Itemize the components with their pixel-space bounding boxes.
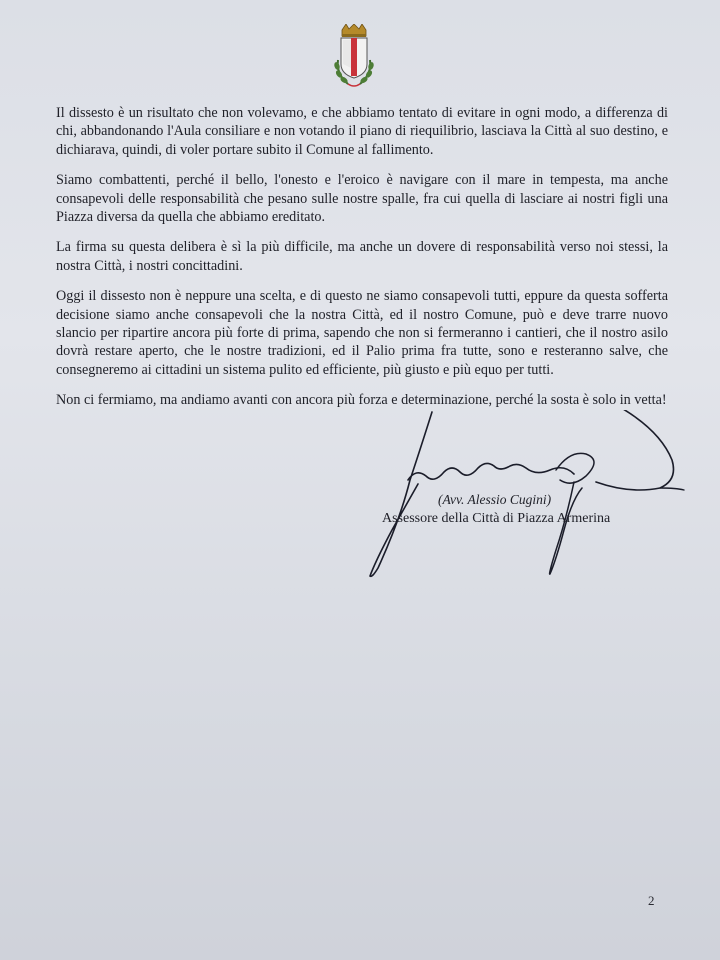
paragraph: Siamo combattenti, perché il bello, l'onesto e l'eroico è navigare con il mare in tempesta, ma anche consapevoli delle responsabilità che pesano sulle nostre spalle, fra cui quella di lasciare ai nostri figli una Piazza diversa da quella che abbiamo ereditato. xyxy=(56,172,668,226)
municipal-crest-icon xyxy=(330,24,378,90)
page-number: 2 xyxy=(648,893,655,908)
paragraph: Il dissesto è un risultato che non volevamo, e che abbiamo tentato di evitare in ogni modo, a differenza di chi, abbandonando l'Aula consiliare e non votando il piano di riequilibrio, lasciava la Città al suo destino, e dichiarava, quindi, di voler portare subito il Comune al fallimento. xyxy=(56,105,668,158)
signature-block xyxy=(360,410,700,590)
paragraph: Oggi il dissesto non è neppure una scelta, e di questo ne siamo consapevoli tutti, eppure da questa sofferta decisione siamo anche consapevoli che la nostra Città, ed il nostro Comune, può e deve trarre nuovo slancio per ripartire ancora più forte di prima, sapendo che non si fermeranno i cantieri, che il nostro asilo dovrà restare aperto, che le nostre tradizioni, ed il Palio prima fra tutte, sono e resteranno salve, che consegneremo ai cittadini un sistema pulito ed efficiente, più giusto e più equo per tutti. xyxy=(56,288,668,378)
paragraph: La firma su questa delibera è sì la più difficile, ma anche un dovere di responsabilità verso noi stessi, la nostra Città, i nostri concittadini. xyxy=(56,239,668,274)
paragraph: Non ci fermiamo, ma andiamo avanti con ancora più forza e determinazione, perché la sosta è solo in vetta! xyxy=(56,392,667,409)
letter-body xyxy=(56,104,668,422)
signatory-role: Assessore della Città di Piazza Armerina xyxy=(382,511,611,526)
signatory-name: (Avv. Alessio Cugini) xyxy=(438,492,552,507)
